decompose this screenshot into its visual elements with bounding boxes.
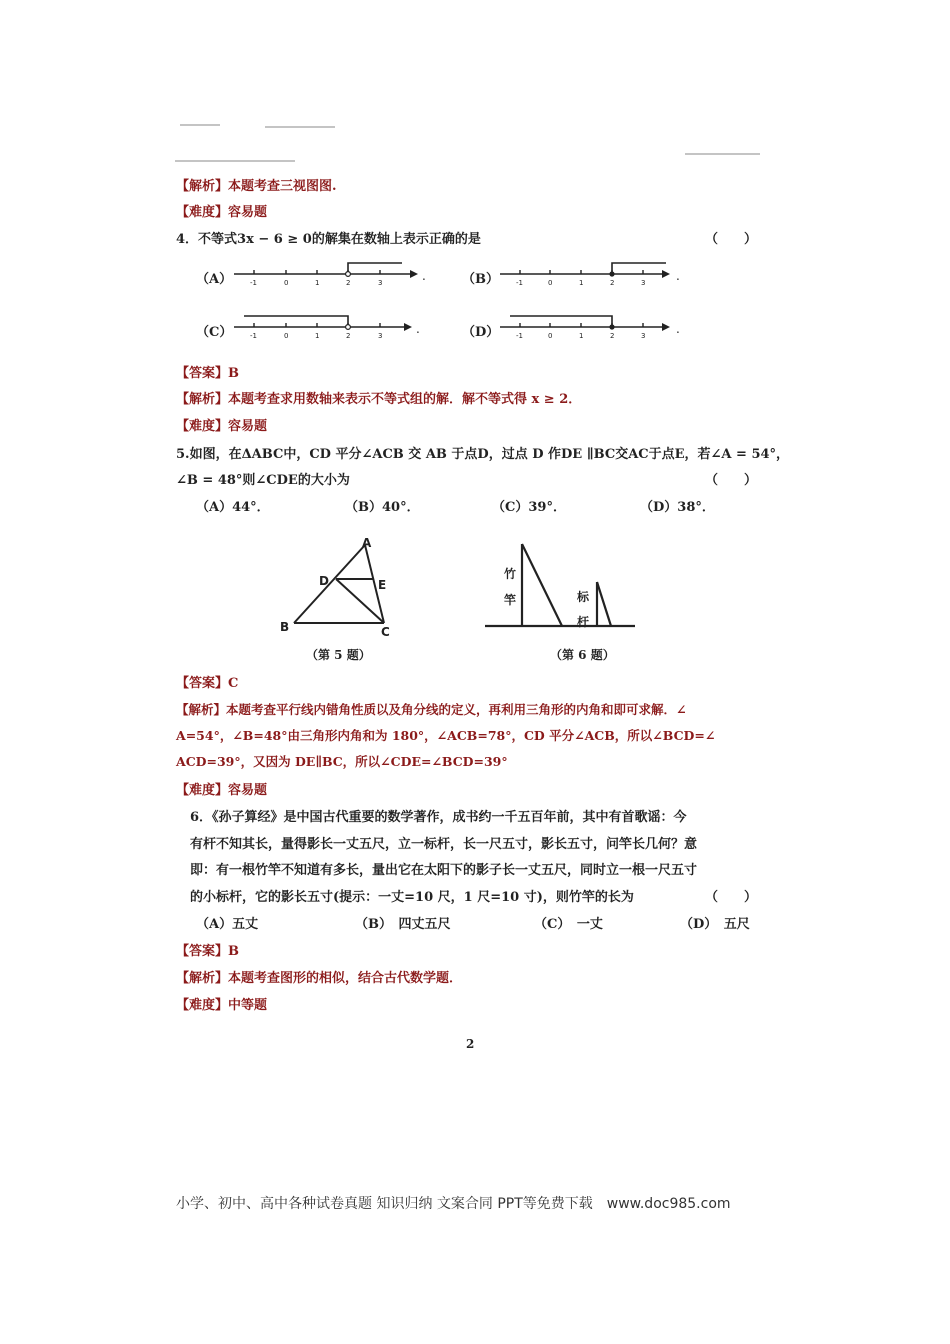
- q6-stem-line2: 有杆不知其长，量得影长一丈五尺，立一标杆，长一尺五寸，影长五寸，问竿长几何？意: [190, 837, 698, 852]
- tick-label: 3: [378, 332, 383, 340]
- svg-text:.: .: [416, 322, 420, 336]
- q5-stem-line1: 5.如图，在ΔABC中，CD 平分∠ACB 交 AB 于点D，过点 D 作DE ∥BC交AC于点E，若∠A = 54°，: [176, 447, 790, 462]
- scan-artifact: [265, 126, 335, 128]
- q4-analysis: 【解析】本题考查求用数轴来表示不等式组的解．解不等式得 x ≥ 2．: [176, 392, 582, 407]
- tick-label: -1: [516, 332, 523, 340]
- tick-label: 0: [284, 332, 289, 340]
- q4-option-a-numberline: [232, 258, 432, 288]
- q6-answer-paren: （ ）: [705, 890, 758, 905]
- svg-text:.: .: [676, 322, 680, 336]
- q5-analysis-line2: A=54°，∠B=48°由三角形内角和为 180°，∠ACB=78°，CD 平分∠ACB，所以∠BCD=∠: [176, 728, 716, 743]
- footer-text: 小学、初中、高中各种试卷真题 知识归纳 文案合同 PPT等免费下载 www.doc985.com: [176, 1196, 731, 1212]
- q5-option-b: （B）40°．: [345, 500, 420, 515]
- tick-label: 2: [346, 332, 351, 340]
- q5-option-c: （C）39°．: [492, 500, 566, 515]
- q4-answer-paren: （ ）: [705, 232, 758, 247]
- page-number: 2: [466, 1037, 475, 1051]
- svg-text:.: .: [422, 269, 426, 283]
- q3-analysis: 【解析】本题考查三视图图.: [176, 179, 337, 194]
- vertex-label-a: A: [362, 537, 372, 550]
- scan-artifact: [685, 153, 760, 155]
- tick-label: 1: [315, 279, 320, 287]
- q6-option-a: （A）五丈: [196, 917, 259, 932]
- label-pole-2: 竿: [504, 593, 517, 607]
- tick-label: 2: [610, 332, 615, 340]
- scan-artifact: [180, 124, 220, 126]
- label-stick-1: 标: [577, 590, 590, 604]
- tick-label: 0: [548, 279, 553, 287]
- tick-label: 2: [346, 279, 351, 287]
- q5-analysis-line3: ACD=39°，又因为 DE∥BC，所以∠CDE=∠BCD=39°: [176, 754, 508, 769]
- tick-label: 0: [548, 332, 553, 340]
- vertex-label-e: E: [378, 578, 387, 592]
- q6-option-c: （C） 一丈: [534, 917, 603, 932]
- tick-label: 1: [315, 332, 320, 340]
- q6-analysis: 【解析】本题考查图形的相似，结合古代数学题．: [176, 971, 463, 986]
- tick-label: 3: [378, 279, 383, 287]
- tick-label: 1: [579, 279, 584, 287]
- q6-option-d: （D） 五尺: [680, 917, 750, 932]
- q5-stem-line2: ∠B = 48°则∠CDE的大小为: [176, 473, 350, 488]
- tick-label: -1: [250, 332, 257, 340]
- tick-label: 2: [610, 279, 615, 287]
- q5-difficulty: 【难度】容易题: [176, 783, 268, 798]
- scan-artifact: [175, 160, 295, 162]
- figure-6-poles: [480, 538, 640, 638]
- tick-label: -1: [250, 279, 257, 287]
- tick-label: 1: [579, 332, 584, 340]
- figure-5-caption: （第 5 题）: [306, 648, 371, 662]
- tick-label: 0: [284, 279, 289, 287]
- figure-5-triangle: [278, 537, 428, 647]
- q6-difficulty: 【难度】中等题: [176, 998, 268, 1013]
- svg-text:.: .: [676, 269, 680, 283]
- q5-option-d: （D）38°．: [640, 500, 715, 515]
- tick-label: -1: [516, 279, 523, 287]
- q4-option-c-label: （C）: [196, 325, 233, 340]
- q4-option-d-numberline: [498, 311, 688, 341]
- q4-option-d-label: （D）: [462, 325, 500, 340]
- vertex-label-c: C: [381, 625, 390, 639]
- q4-option-a-label: （A）: [196, 272, 233, 287]
- q4-option-b-label: （B）: [462, 272, 499, 287]
- label-stick-2: 杆: [577, 615, 590, 629]
- q3-difficulty: 【难度】容易题: [176, 205, 268, 220]
- q6-answer: 【答案】B: [176, 944, 239, 959]
- q5-option-a: （A）44°．: [196, 500, 270, 515]
- q5-analysis-line1: 【解析】本题考查平行线内错角性质以及角分线的定义，再利用三角形的内角和即可求解．∠: [176, 702, 687, 717]
- q4-answer: 【答案】B: [176, 366, 239, 381]
- q4-stem: 4．不等式3x − 6 ≥ 0的解集在数轴上表示正确的是: [176, 232, 481, 247]
- vertex-label-b: B: [280, 620, 290, 634]
- label-pole-1: 竹: [504, 567, 517, 581]
- q5-answer-paren: （ ）: [705, 473, 758, 488]
- q6-option-b: （B） 四丈五尺: [355, 917, 451, 932]
- figure-6-caption: （第 6 题）: [550, 648, 615, 662]
- q6-stem-line3: 即：有一根竹竿不知道有多长，量出它在太阳下的影子长一丈五尺，同时立一根一尺五寸: [190, 863, 698, 878]
- q4-difficulty: 【难度】容易题: [176, 419, 268, 434]
- q6-stem-line4: 的小标杆，它的影长五寸(提示：一丈=10 尺，1 尺=10 寸)，则竹竿的长为: [190, 890, 634, 905]
- vertex-label-d: D: [319, 574, 329, 588]
- q5-answer: 【答案】C: [176, 676, 239, 691]
- q4-option-b-numberline: [498, 258, 688, 288]
- tick-label: 3: [641, 332, 646, 340]
- q4-option-c-numberline: [232, 311, 432, 341]
- q6-stem-line1: 6．《孙子算经》是中国古代重要的数学著作，成书约一千五百年前，其中有首歌谣：今: [190, 810, 687, 825]
- tick-label: 3: [641, 279, 646, 287]
